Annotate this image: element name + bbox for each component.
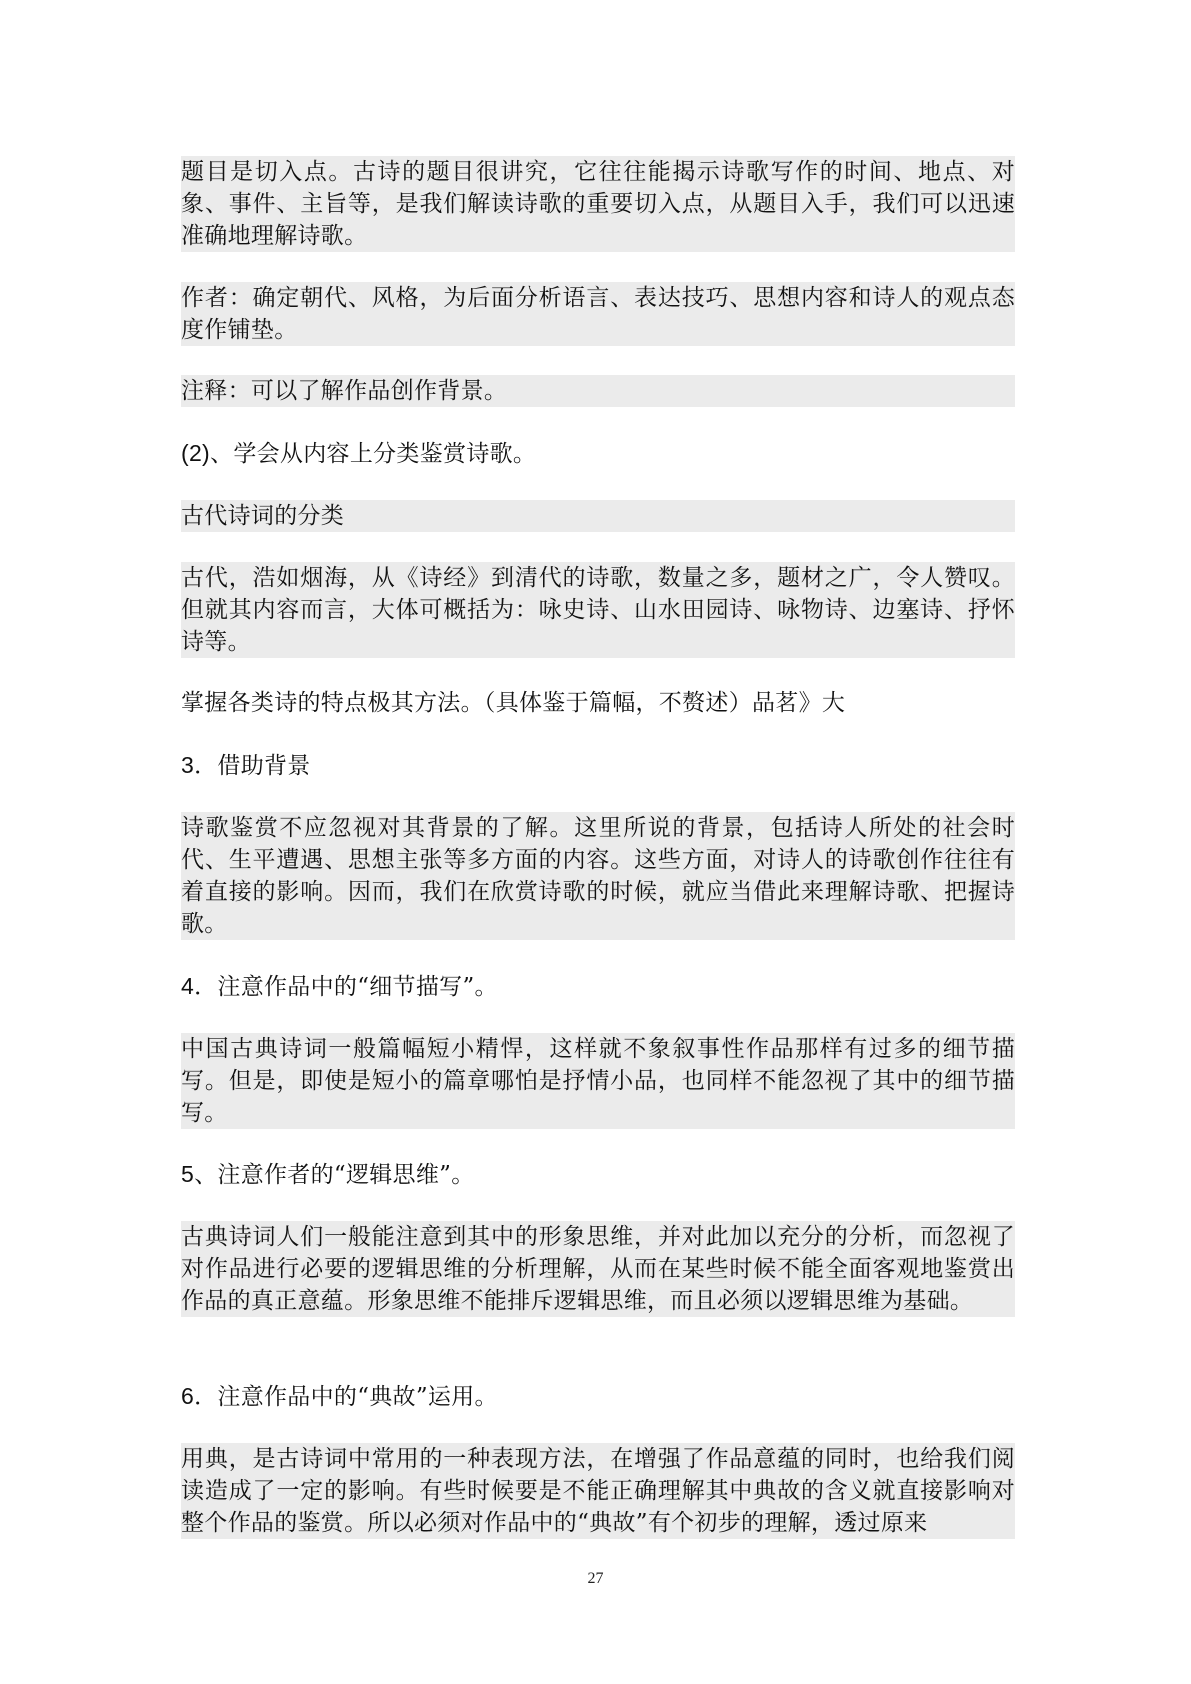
paragraph-allusions: 用典，是古诗词中常用的一种表现方法，在增强了作品意蕴的同时，也给我们阅读造成了一定的影响。有些时候要是不能正确理解其中典故的含义就直接影响对整个作品的鉴赏。所以必须对作品中的“典故”有个初步的理解，透过原来: [181, 1443, 1015, 1539]
page-number: 27: [587, 1570, 604, 1587]
heading-text: ．注意作品中的“细节描写”。: [194, 974, 498, 1000]
heading-text: 、学会从内容上分类鉴赏诗歌。: [210, 441, 537, 467]
paragraph-detail-description: 中国古典诗词一般篇幅短小精悍，这样就不象叙事性作品那样有过多的细节描写。但是，即使是短小的篇章哪怕是抒情小品，也同样不能忽视了其中的细节描写。: [181, 1033, 1015, 1129]
heading-classify-by-content: [181, 437, 536, 470]
paragraph-logical-thinking: 古典诗词人们一般能注意到其中的形象思维，并对此加以充分的分析，而忽视了对作品进行必要的逻辑思维的分析理解，从而在某些时候不能全面客观地鉴赏出作品的真正意蕴。形象思维不能排斥逻辑思维，而且必须以逻辑思维为基础。: [181, 1221, 1015, 1317]
heading-text: ．注意作品中的“典故”运用。: [194, 1384, 498, 1410]
heading-text: ．借助背景: [194, 753, 311, 779]
heading-number: 5: [181, 1161, 195, 1187]
heading-allusions: [181, 1380, 498, 1413]
paragraph-master-methods: 掌握各类诗的特点极其方法。（具体鉴于篇幅，不赘述）品茗》大: [181, 690, 846, 716]
paragraph-ancient-poetry: 古代，浩如烟海，从《诗经》到清代的诗歌，数量之多，题材之广，令人赞叹。但就其内容而言，大体可概括为：咏史诗、山水田园诗、咏物诗、边塞诗、抒怀诗等。: [181, 562, 1015, 658]
heading-background: [181, 749, 311, 782]
paragraph-annotation: 注释：可以了解作品创作背景。: [181, 375, 1015, 407]
paragraph-author: 作者：确定朝代、风格，为后面分析语言、表达技巧、思想内容和诗人的观点态度作铺垫。: [181, 282, 1015, 346]
heading-number: 4: [181, 973, 195, 999]
heading-number: (2): [181, 440, 211, 466]
heading-number: 6: [181, 1383, 195, 1409]
paragraph-title-entry-point: 题目是切入点。古诗的题目很讲究，它往往能揭示诗歌写作的时间、地点、对象、事件、主旨等，是我们解读诗歌的重要切入点，从题目入手，我们可以迅速准确地理解诗歌。: [181, 156, 1015, 252]
paragraph-background-detail: 诗歌鉴赏不应忽视对其背景的了解。这里所说的背景，包括诗人所处的社会时代、生平遭遇、思想主张等多方面的内容。这些方面，对诗人的诗歌创作往往有着直接的影响。因而，我们在欣赏诗歌的时候，就应当借此来理解诗歌、把握诗歌。: [181, 812, 1015, 940]
paragraph-poetry-classification: 古代诗词的分类: [181, 500, 1015, 532]
heading-detail-description: [181, 970, 498, 1003]
heading-text: 、注意作者的“逻辑思维”。: [194, 1162, 475, 1188]
heading-number: 3: [181, 752, 195, 778]
heading-logical-thinking: [181, 1158, 475, 1191]
